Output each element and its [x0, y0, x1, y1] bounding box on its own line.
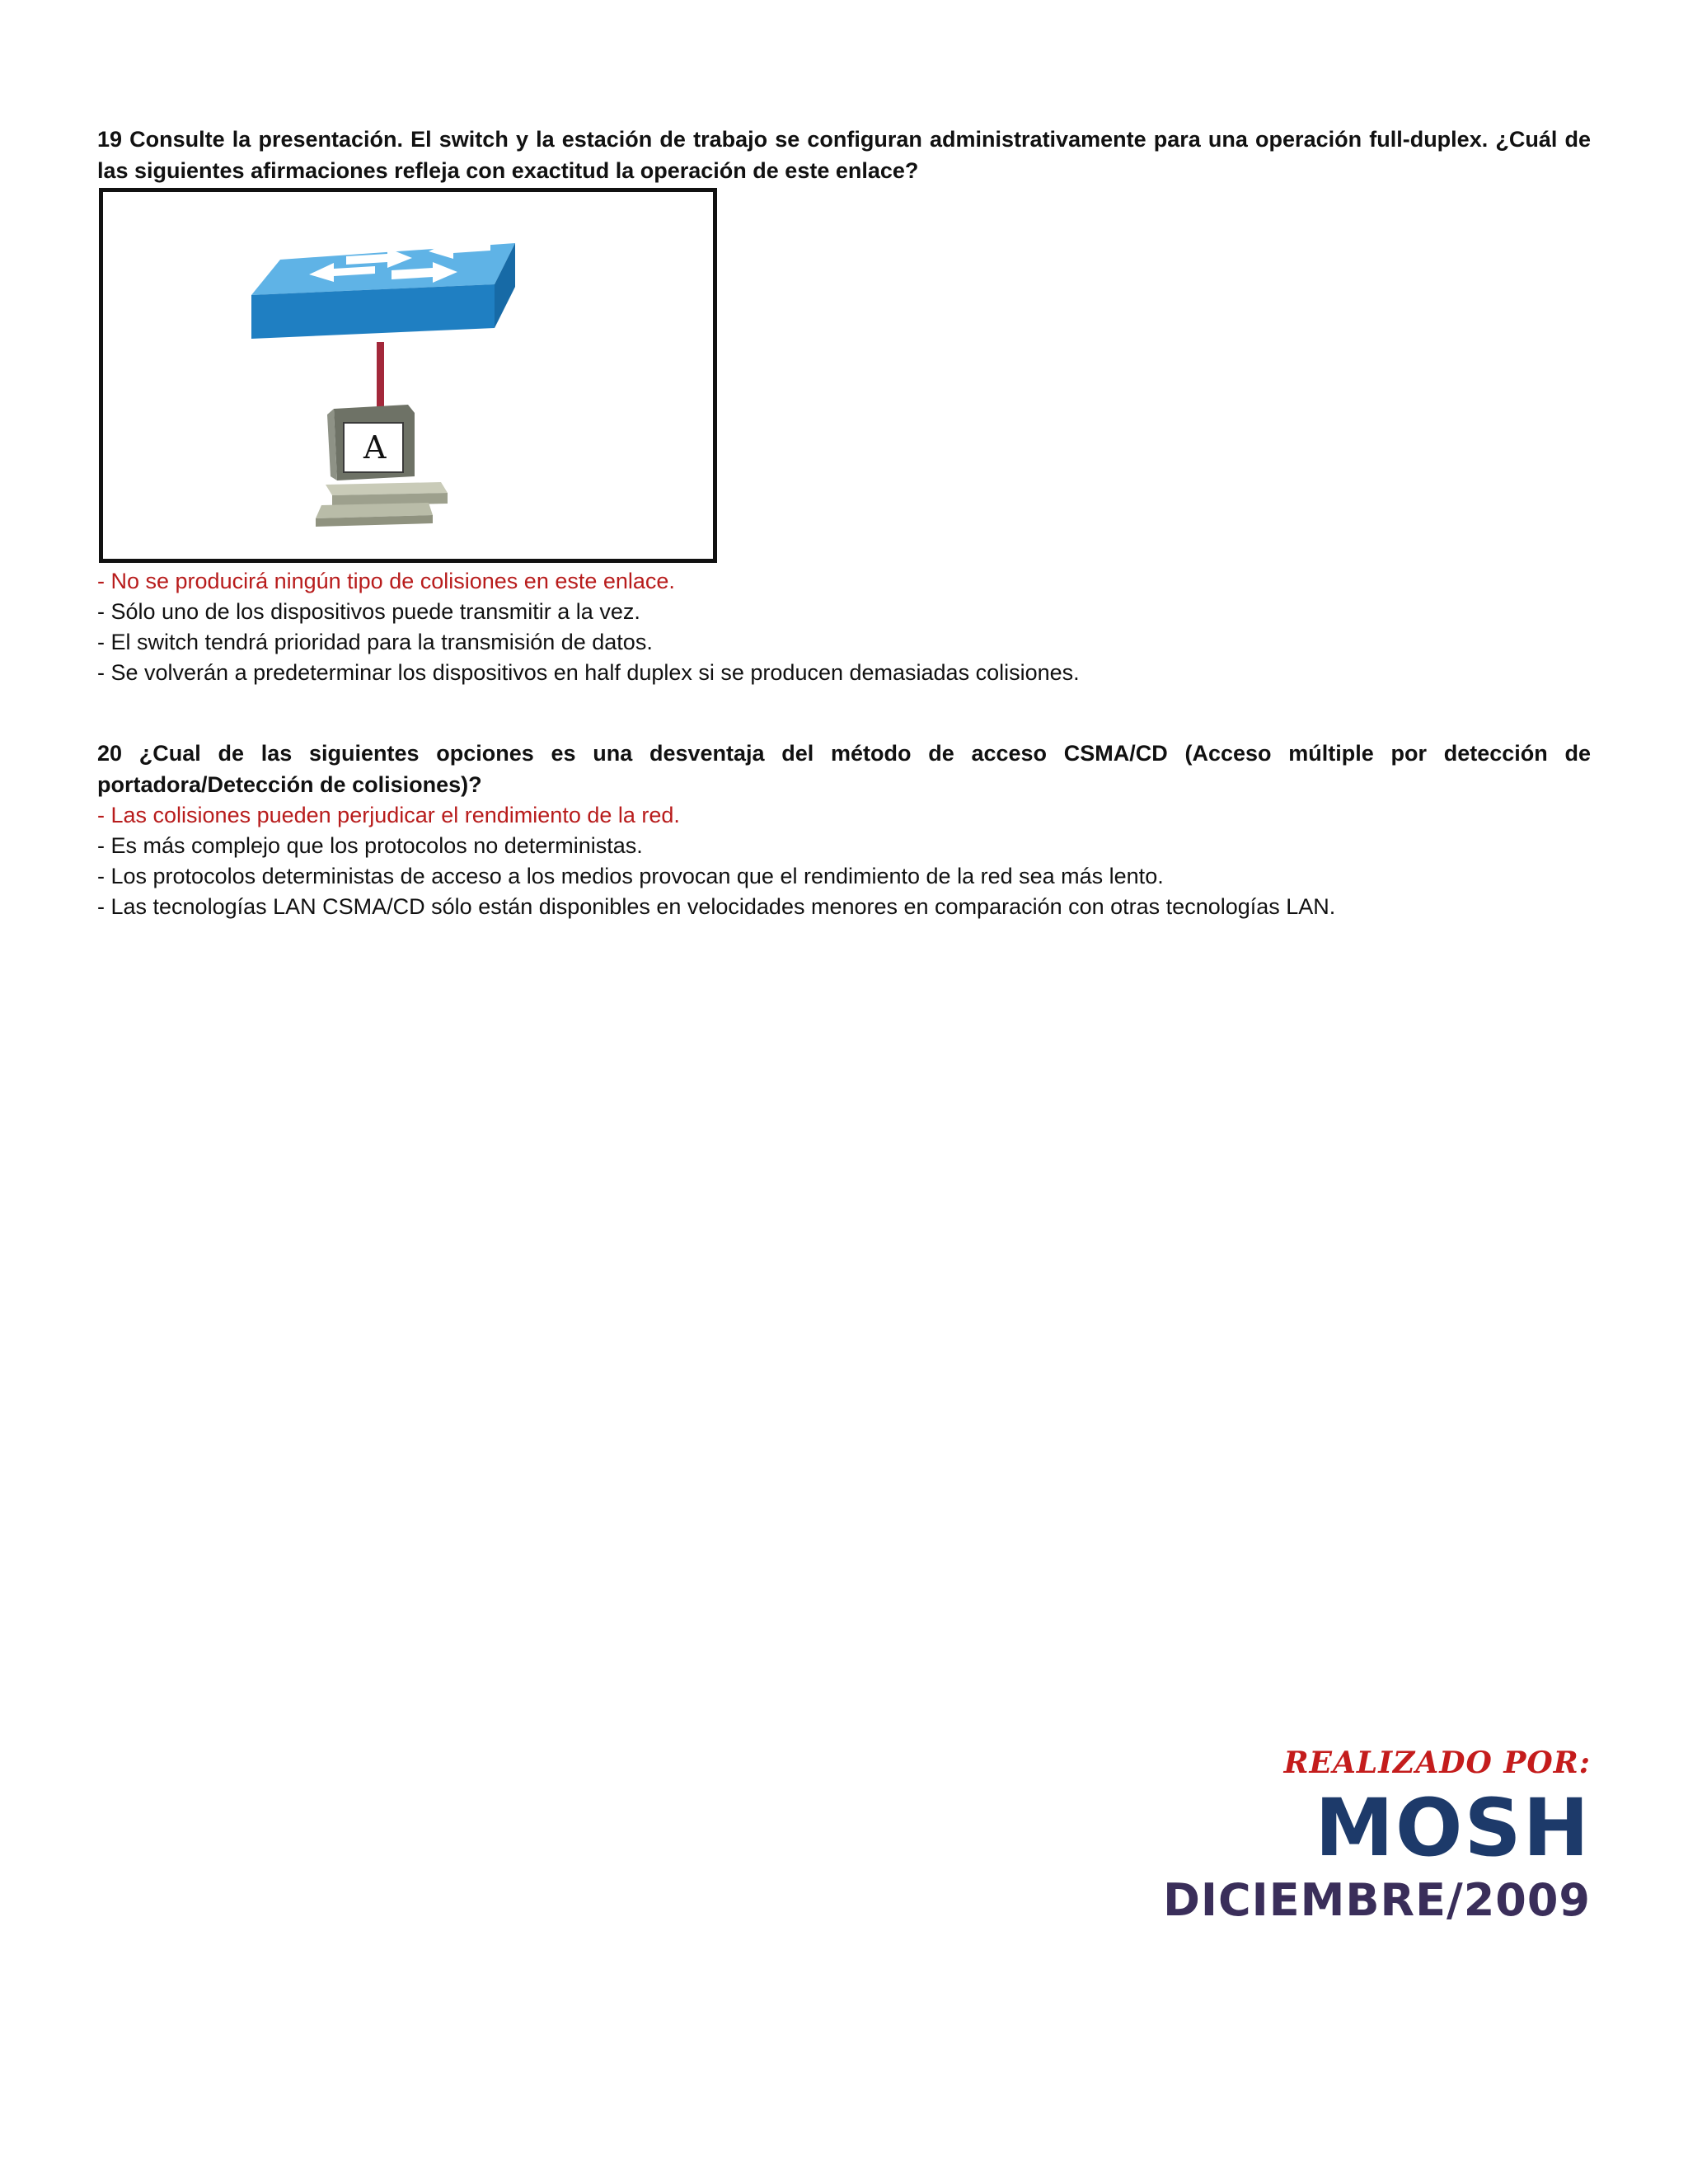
document-page — [97, 124, 1591, 922]
answer-19-1: - No se producirá ningún tipo de colisiones en este enlace. — [97, 569, 675, 593]
spacer — [97, 688, 1591, 738]
exhibit-figure — [99, 188, 717, 563]
answer-19-2: - Sólo uno de los dispositivos puede transmitir a la vez. — [97, 599, 640, 624]
switch-icon — [251, 240, 515, 339]
answer-20-3: - Los protocolos deterministas de acceso a los medios provocan que el rendimiento de la red sea más lento. — [97, 864, 1164, 888]
answers-19 — [97, 566, 1591, 688]
workstation-icon — [316, 405, 448, 527]
signature-block — [1163, 1743, 1591, 1928]
question-20: 20 ¿Cual de las siguientes opciones es una desventaja del método de acceso CSMA/CD (Acceso múltiple por detección de portadora/Detección de colisiones)? — [97, 741, 1591, 797]
answer-19-3: - El switch tendrá prioridad para la transmisión de datos. — [97, 630, 653, 654]
answer-20-1: - Las colisiones pueden perjudicar el rendimiento de la red. — [97, 803, 680, 827]
question-19: 19 Consulte la presentación. El switch y la estación de trabajo se configuran administrativamente para una operación full-duplex. ¿Cuál de las siguientes afirmaciones refleja con exactitud la operación de este enlace? — [97, 127, 1591, 183]
answer-20-2: - Es más complejo que los protocolos no deterministas. — [97, 833, 643, 858]
signature-date: DICIEMBRE/2009 — [1163, 1874, 1591, 1926]
answer-19-4: - Se volverán a predeterminar los dispositivos en half duplex si se producen demasiadas colisiones. — [97, 660, 1080, 685]
signature-author-name: MOSH — [1315, 1782, 1591, 1874]
workstation-label: A — [363, 429, 387, 466]
signature-author-label: REALIZADO POR: — [1283, 1746, 1591, 1780]
network-diagram — [103, 192, 713, 559]
answer-20-4: - Las tecnologías LAN CSMA/CD sólo están disponibles en velocidades menores en comparación con otras tecnologías LAN. — [97, 894, 1336, 919]
answers-20 — [97, 800, 1591, 922]
